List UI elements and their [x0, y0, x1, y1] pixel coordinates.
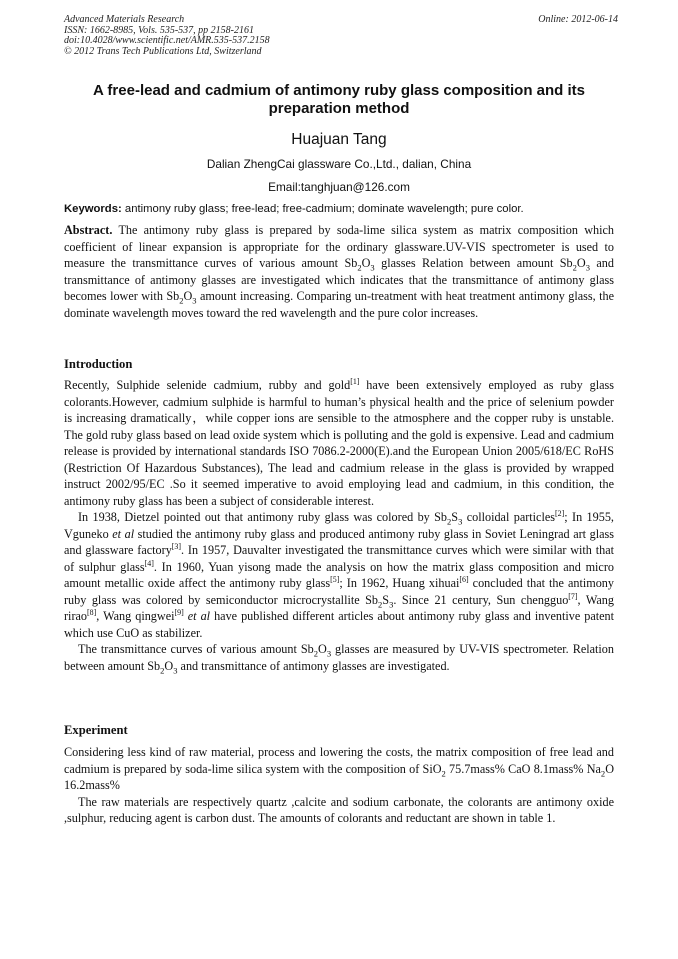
author-name: Huajuan Tang [291, 131, 387, 148]
affiliation: Dalian ZhengCai glassware Co.,Ltd., dalian, China [206, 157, 472, 171]
experiment-paragraph-1: Considering less kind of raw material, process and lowering the costs, the matrix composition of free lead and cadmium is prepared by soda-lime silica system with the composition of SiO$_2$ 75.7mass% CaO 8.1mass% $Na_2O$ 16.2mass% [64, 745, 614, 792]
experiment-paragraph-2: The raw materials are respectively quartz ,calcite and sodium carbonate, the colorants are antimony oxide ,sulphur, reducing agent is carbon dust. The amounts of colorants and reductant are shown in table 1. [64, 794, 614, 825]
experiment-body [64, 744, 614, 827]
issn-line: ISSN: 1662-8985, Vols. 535-537, pp 2158-2161 [64, 24, 254, 36]
abstract-label: Abstract. [64, 223, 113, 237]
introduction-heading: Introduction [64, 357, 133, 371]
experiment-heading: Experiment [64, 723, 128, 737]
journal-header [64, 15, 618, 57]
reference-link[interactable]: [2] [555, 508, 565, 518]
reference-link[interactable]: [8] [87, 607, 97, 617]
reference-link[interactable]: [5] [330, 574, 340, 584]
reference-link[interactable]: [1] [350, 376, 360, 386]
intro-paragraph-2: In 1938, Dietzel pointed out that antimony ruby glass was colored by $Sb_2S_3$ colloidal particles[2]; In 1955, Vguneko et al studied the antimony ruby glass and produced antimony ruby glass in Soviet Leningrad art glass and glassware factory[3]. In 1957, Dauvalter investigated the transmittance curves which were similar with that of sulphur glass[4]. In 1960, Yuan yisong made the analysis on how the matrix glass composition and micro amount metallic oxide affect the antimony ruby glass[5]; In 1962, Huang xihuai[6] concluded that the antimony ruby glass was colored by semiconductor microcrystallite $Sb_2S_3$. Since 21 century, Sun chengguo[7], Wang rirao[8], Wang qingwei[9] et al have published different articles about antimony ruby glass and inventive patent which use CuO as stabilizer. [64, 508, 615, 640]
reference-link[interactable]: [9] [174, 607, 184, 617]
journal-name: Advanced Materials Research [64, 14, 185, 25]
keywords-label: Keywords: [64, 203, 122, 215]
keywords [64, 203, 624, 215]
reference-link[interactable]: [3] [171, 541, 182, 551]
doi-line: doi:10.4028/www.scientific.net/AMR.535-537.2158 [64, 35, 270, 47]
paper-title: A free-lead and cadmium of antimony ruby glass composition and its preparation method [92, 82, 586, 117]
online-date: Online: 2012-06-14 [538, 14, 618, 25]
reference-link[interactable]: [7] [568, 591, 578, 601]
introduction-body [64, 377, 614, 674]
intro-paragraph-3: The transmittance curves of various amount $Sb_2O_3$ glasses are measured by UV-VIS spectrometer. Relation between amount $Sb_2O_3$ and transmittance of antimony glasses are investigated. [64, 642, 614, 675]
reference-link[interactable]: [6] [459, 574, 469, 584]
reference-link[interactable]: [4] [144, 558, 154, 568]
author-email: Email:tanghjuan@126.com [268, 180, 410, 194]
intro-paragraph-1: Recently, Sulphide selenide cadmium, rubby and gold[1] have been extensively employed as ruby glass colorants.However, cadmium sulphide is harmful to human’s physical health and the price of selenium powder is increasing dramatically，while copper ions are sensible to the atmosphere and the copper ruby is unstable. The gold ruby glass based on lead oxide system which is polluting and the gold is expensive. Lead and cadmium release is provided by international standards ISO 7086.2-2000(E).and the European Union 2005/618/EC RoHS (Restriction Of Hazardous Substances), The lead and cadmium release in the glass is provided by wrapped instruct 2002/95/EC .So it seemed imperative to avoid employing lead and cadmium, in this condition, the antimony ruby glass has been a subject of considerable interest. [64, 376, 614, 508]
abstract: Abstract. The antimony ruby glass is prepared by soda-lime silica system as matrix composition which coefficient of linear expansion is appropriate for the ordinary glassware.UV-VIS spectrometer is used to measure the transmittance curves of various amount $Sb_2O_3$ glasses Relation between amount $Sb_2O_3$ and transmittance of antimony glasses are investigated which indicates that the transmittance of antimony glass becomes lower with $Sb_2O_3$ amount increasing. Comparing un-treatment with heat treatment antimony glass, the dominate wavelength moves toward the red wavelength and the pure color increases. [64, 223, 614, 320]
keywords-text: antimony ruby glass; free-lead; free-cadmium; dominate wavelength; pure color. [124, 203, 524, 215]
copyright-line: © 2012 Trans Tech Publications Ltd, Switzerland [64, 45, 262, 57]
